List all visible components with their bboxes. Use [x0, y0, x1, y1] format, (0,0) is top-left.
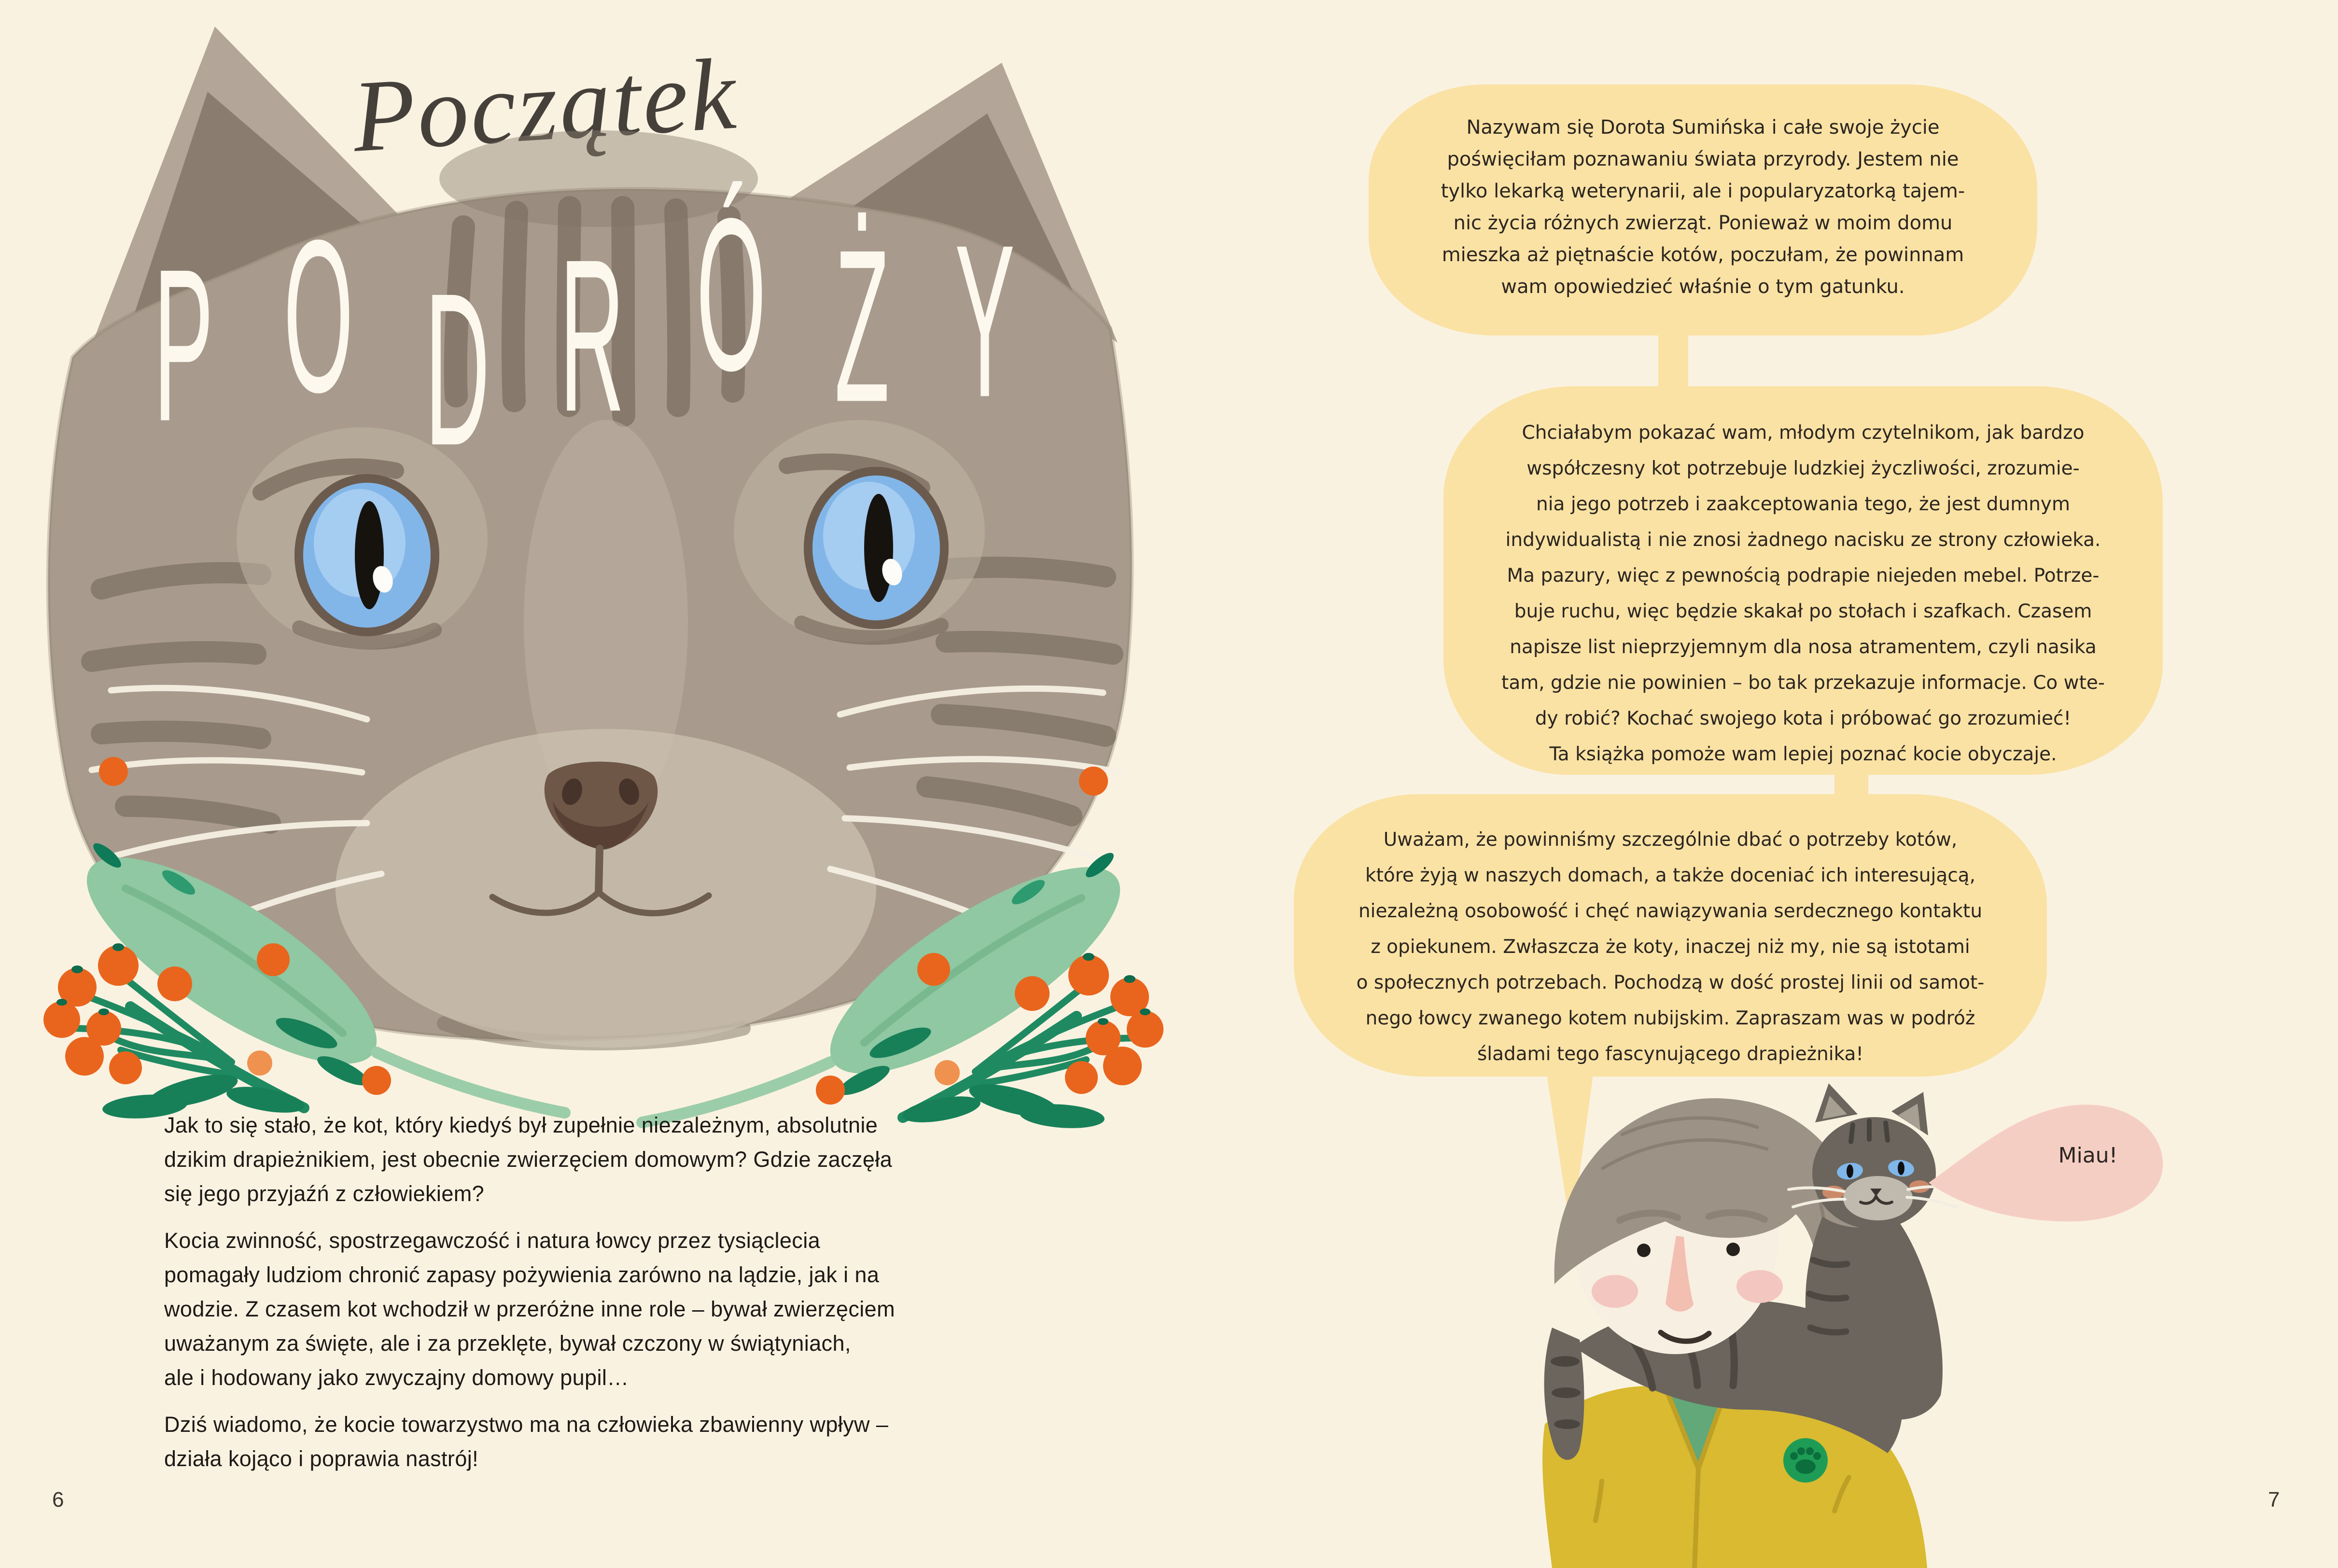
intro-paragraph — [164, 1407, 1023, 1476]
text-line: działa kojąco i poprawia nastrój! — [164, 1446, 479, 1471]
text-line: Nazywam się Dorota Sumińska i całe swoje życie — [1466, 116, 1940, 139]
text-line: śladami tego fascynującego drapieżnika! — [1477, 1043, 1864, 1065]
caps-letter: Y — [954, 199, 1015, 443]
text-line: Ta książka pomoże wam lepiej poznać kocie obyczaje. — [1549, 743, 2057, 765]
caps-letter: R — [560, 213, 625, 457]
intro-paragraph — [164, 1108, 1023, 1211]
text-line: Jak to się stało, że kot, który kiedyś był zupełnie niezależnym, absolutnie — [164, 1113, 878, 1137]
text-line: buje ruchu, więc będzie skakał po stołach i szafkach. Czasem — [1514, 601, 2092, 622]
text-line: napisze list nieprzyjemnym dla nosa atramentem, czyli nasika — [1510, 636, 2097, 658]
text-line: nego łowcy zwanego kotem nubijskim. Zapraszam was w podróż — [1365, 1008, 1975, 1029]
text-line: które żyją w naszych domach, a także doceniać ich interesującą, — [1365, 865, 1975, 886]
caps-letter: Ó — [696, 172, 766, 416]
text-line: pomagały ludziom chronić zapasy pożywienia zarówno na lądzie, jak i na — [164, 1262, 880, 1287]
caps-letter: D — [425, 247, 490, 491]
text-line: współczesny kot potrzebuje ludzkiej życzliwości, zrozumie- — [1526, 458, 2080, 479]
text-line: Uważam, że powinniśmy szczególnie dbać o potrzeby kotów, — [1383, 829, 1958, 851]
text-line: wodzie. Z czasem kot wchodził w przeróżne inne role – bywał zwierzęciem — [164, 1297, 895, 1321]
text-line: ale i hodowany jako zwyczajny domowy pupil… — [164, 1365, 629, 1390]
speech-bubble-3 — [1294, 794, 2047, 1077]
intro-text-block — [164, 1108, 1023, 1488]
text-line: Kocia zwinność, spostrzegawczość i natura łowcy przez tysiąclecia — [164, 1228, 821, 1253]
text-line: z opiekunem. Zwłaszcza że koty, inaczej niż my, nie są istotami — [1371, 936, 1970, 958]
page-number-left: 6 — [52, 1488, 64, 1512]
text-line: tylko lekarką weterynarii, ale i popularyzatorką tajem- — [1441, 180, 1965, 202]
caps-letter: O — [283, 194, 353, 438]
foliage-left-illustration — [5, 695, 584, 1120]
text-line: się jego przyjaźń z człowiekiem? — [164, 1181, 485, 1206]
text-line: dy robić? Kochać swojego kota i próbować go zrozumieć! — [1535, 708, 2072, 729]
text-line: wam opowiedzieć właśnie o tym gatunku. — [1501, 276, 1905, 298]
text-line: nic życia różnych zwierząt. Ponieważ w moim domu — [1453, 212, 1953, 234]
intro-paragraph — [164, 1223, 1023, 1395]
text-line: Ma pazury, więc z pewnością podrapie niejeden mebel. Potrze- — [1507, 565, 2100, 587]
text-line: o społecznych potrzebach. Pochodzą w dość prostej linii od samot- — [1356, 972, 1985, 994]
page-title-script: Początek — [349, 36, 741, 173]
author-with-cat-illustration — [1506, 1077, 1989, 1568]
page-number-right: 7 — [2268, 1488, 2280, 1512]
text-line: Dziś wiadomo, że kocie towarzystwo ma na człowieka zbawienny wpływ – — [164, 1412, 889, 1437]
speech-bubble-1 — [1369, 84, 2037, 336]
text-line: mieszka aż piętnaście kotów, poczułam, że powinnam — [1442, 244, 1964, 266]
caps-letter: Ż — [834, 204, 890, 448]
paw-badge-icon — [1783, 1438, 1828, 1483]
foliage-right-illustration — [623, 705, 1202, 1130]
speech-bubble-2 — [1443, 386, 2163, 775]
text-line: nia jego potrzeb i zaakceptowania tego, że jest dumnym — [1536, 493, 2070, 515]
page-title-caps — [135, 172, 1033, 524]
text-line: uważanym za święte, ale i za przeklęte, bywał czczony w świątyniach, — [164, 1331, 851, 1356]
text-line: dzikim drapieżnikiem, jest obecnie zwierzęciem domowym? Gdzie zaczęła — [164, 1147, 893, 1172]
cat-speech-text: Miau! — [2058, 1143, 2118, 1168]
text-line: indywidualistą i nie znosi żadnego nacisku ze strony człowieka. — [1505, 529, 2101, 551]
text-line: tam, gdzie nie powinien – bo tak przekazuje informacje. Co wte- — [1501, 672, 2105, 694]
text-line: poświęciłam poznawaniu świata przyrody. Jestem nie — [1447, 148, 1959, 170]
text-line: Chciałabym pokazać wam, młodym czytelnikom, jak bardzo — [1522, 422, 2085, 444]
caps-letter: P — [154, 223, 214, 467]
text-line: niezależną osobowość i chęć nawiązywania serdecznego kontaktu — [1358, 900, 1983, 922]
